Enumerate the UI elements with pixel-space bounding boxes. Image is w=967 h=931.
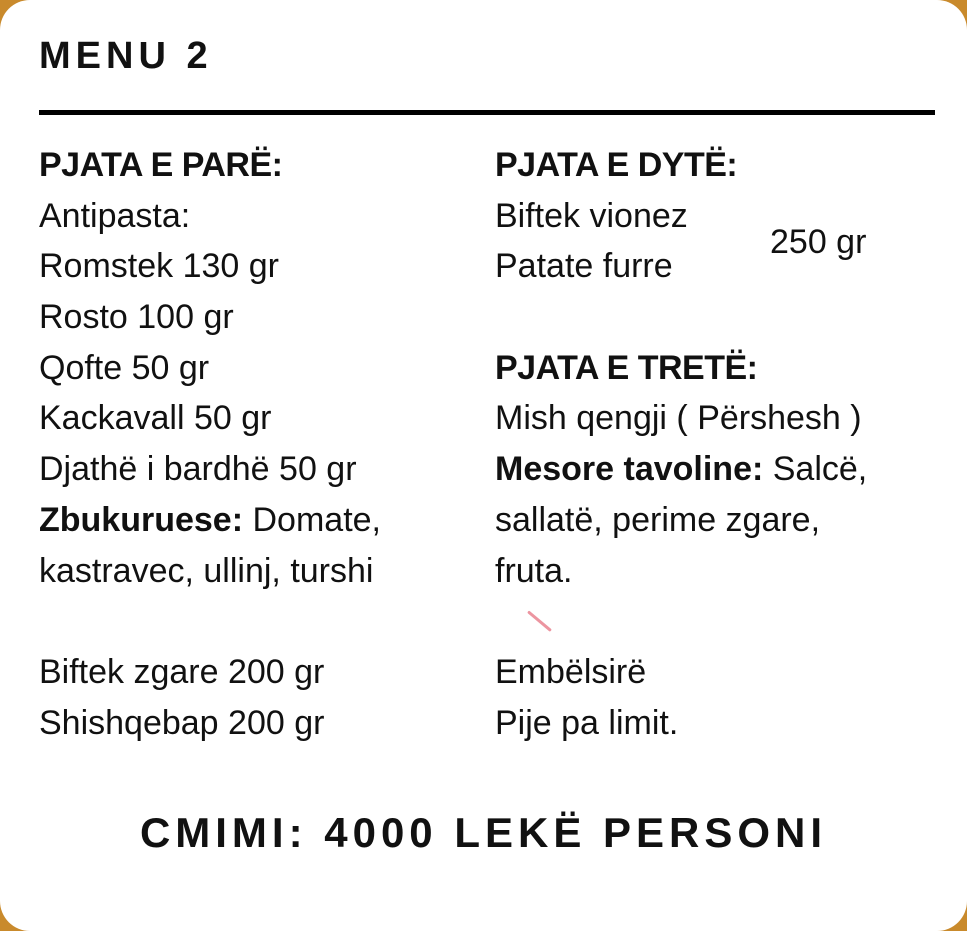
sides-continuation: sallatë, perime zgare, — [495, 500, 821, 539]
menu-item: Mish qengji ( Përshesh ) — [495, 399, 862, 438]
extra-item: Pije pa limit. — [495, 703, 679, 742]
extra-item: Biftek zgare 200 gr — [39, 652, 325, 691]
price-line: CMIMI: 4000 LEKË PERSONI — [139, 809, 828, 856]
extra-item: Embëlsirë — [495, 652, 647, 691]
second-course-heading: PJATA E DYTË: — [495, 146, 738, 184]
menu-item: Biftek vionez — [495, 196, 688, 235]
spacer — [495, 596, 945, 647]
sides-label: Mesore tavoline: — [495, 450, 764, 489]
menu-item: Patate furre — [495, 247, 673, 286]
menu-item: Qofte 50 gr — [39, 348, 210, 387]
garnish-line — [39, 495, 469, 546]
first-course-column — [39, 140, 469, 748]
menu-item: Djathë i bardhë 50 gr — [39, 450, 357, 489]
garnish-text: Domate, — [243, 500, 381, 539]
second-third-course-column — [495, 140, 945, 748]
sides-continuation: fruta. — [495, 551, 573, 590]
garnish-continuation: kastravec, ullinj, turshi — [39, 551, 374, 590]
menu-item: Rosto 100 gr — [39, 298, 234, 337]
menu-title: MENU 2 — [39, 35, 213, 77]
spacer — [39, 596, 469, 647]
sides-line — [495, 444, 945, 495]
menu-item: Antipasta: — [39, 196, 191, 235]
first-course-heading: PJATA E PARË: — [39, 146, 283, 184]
second-course-quantity: 250 gr — [770, 223, 867, 261]
third-course-heading: PJATA E TRETË: — [495, 348, 758, 387]
title-divider — [39, 110, 935, 115]
garnish-label: Zbukuruese: — [39, 500, 244, 539]
menu-item: Kackavall 50 gr — [39, 399, 272, 438]
menu-item: Romstek 130 gr — [39, 247, 279, 286]
extra-item: Shishqebap 200 gr — [39, 703, 325, 742]
sides-text: Salcë, — [763, 450, 868, 489]
spacer — [495, 292, 945, 343]
